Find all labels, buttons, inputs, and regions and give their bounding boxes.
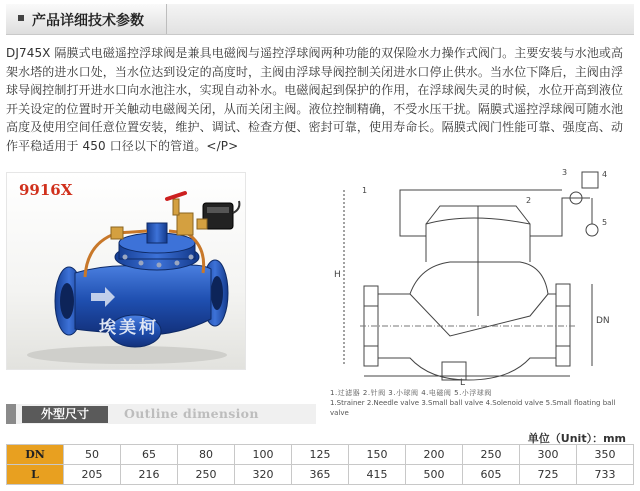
header-tab bbox=[6, 4, 167, 34]
dimension-title-zh: 外型尺寸 bbox=[22, 406, 108, 423]
product-photo bbox=[6, 172, 246, 370]
dimension-table bbox=[6, 444, 634, 485]
row-label-l: L bbox=[7, 465, 64, 485]
l-cell: 605 bbox=[463, 465, 520, 485]
l-cell: 415 bbox=[349, 465, 406, 485]
bullet-icon bbox=[18, 15, 24, 21]
dimension-h-label: H bbox=[334, 270, 341, 280]
l-cell: 733 bbox=[577, 465, 634, 485]
drawing-legend bbox=[330, 388, 630, 418]
callout-3: 3 bbox=[562, 168, 568, 177]
unit-label: 单位（Unit）：mm bbox=[527, 432, 626, 445]
l-cell: 216 bbox=[121, 465, 178, 485]
l-cell: 365 bbox=[292, 465, 349, 485]
dn-cell: 250 bbox=[463, 445, 520, 465]
l-cell: 250 bbox=[178, 465, 235, 485]
dn-cell: 80 bbox=[178, 445, 235, 465]
section-header bbox=[6, 4, 634, 35]
dn-cell: 200 bbox=[406, 445, 463, 465]
product-description: DJ745X 隔膜式电磁遥控浮球阀是兼具电磁阀与遥控浮球阀两种功能的双保险水力操作式阀门。主要安装与水池或高架水塔的进水口处，当水位达到设定的高度时，主阀由浮球导阀控制关闭进水口停止供水。当水位下降后，主阀由浮球导阀控制打开进水口向水池注水，实现自动补水。电磁阀起到保护的作用，在浮球阀失灵的时候，水位开高到液位开关设定的位置时开关触动电磁阀关闭，从而关闭主阀。液位控制精确，不受水压干扰。隔膜式遥控浮球阀可随水池高度及使用空间任意位置安装，维护、调试、检查方便、密封可靠，使用寿命长。隔膜式阀门性能可靠、强度高、动作平稳适用于 450 口径以下的管道。</P> bbox=[6, 46, 624, 153]
valve-illustration bbox=[7, 173, 245, 369]
dn-cell: 65 bbox=[121, 445, 178, 465]
dn-cell: 50 bbox=[64, 445, 121, 465]
legend-en: 1.Strainer 2.Needle valve 3.Small ball valve 4.Solenoid valve 5.Small floating ball valve bbox=[330, 399, 616, 417]
table-row-l bbox=[7, 465, 634, 485]
dn-cell: 350 bbox=[577, 445, 634, 465]
l-cell: 320 bbox=[235, 465, 292, 485]
dn-cell: 150 bbox=[349, 445, 406, 465]
section-title: 产品详细技术参数 bbox=[32, 13, 144, 29]
l-cell: 205 bbox=[64, 465, 121, 485]
table-row-dn bbox=[7, 445, 634, 465]
callout-4: 4 bbox=[602, 170, 608, 179]
callout-1: 1 bbox=[362, 186, 368, 195]
valve-drawing-svg bbox=[330, 166, 622, 390]
callout-5: 5 bbox=[602, 218, 608, 227]
dn-cell: 100 bbox=[235, 445, 292, 465]
dimension-dn-label: DN bbox=[596, 316, 610, 326]
model-number: 9916X bbox=[19, 181, 73, 199]
l-cell: 500 bbox=[406, 465, 463, 485]
dimension-l-label: L bbox=[460, 378, 466, 388]
legend-zh: 1.过滤器 2.针阀 3.小球阀 4.电磁阀 5.小浮球阀 bbox=[330, 389, 492, 397]
dn-cell: 125 bbox=[292, 445, 349, 465]
dn-cell: 300 bbox=[520, 445, 577, 465]
watermark: 埃美柯 bbox=[99, 318, 159, 338]
technical-drawing bbox=[330, 166, 622, 410]
l-cell: 725 bbox=[520, 465, 577, 485]
row-label-dn: DN bbox=[7, 445, 64, 465]
callout-2: 2 bbox=[526, 196, 532, 205]
dimension-title-en: Outline dimension bbox=[124, 406, 259, 421]
